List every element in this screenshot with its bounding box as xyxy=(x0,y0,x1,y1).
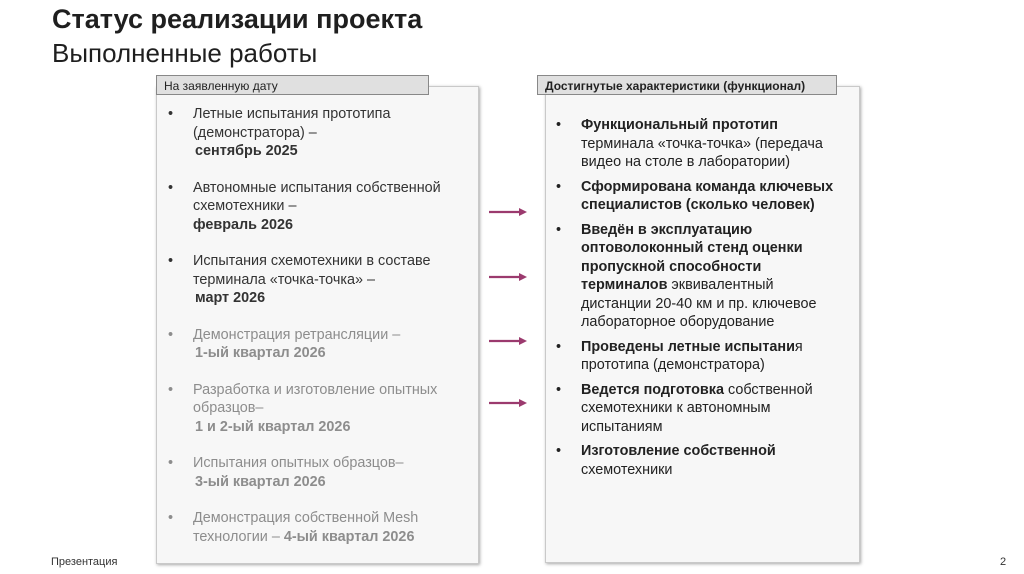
planned-item-text: Испытания схемотехники в составе терминала «точка-точка» – xyxy=(193,253,431,288)
planned-item-date: март 2026 xyxy=(195,290,266,306)
achieved-item-bold: Функциональный прототип xyxy=(581,117,778,133)
achieved-item xyxy=(556,178,836,215)
planned-item-date: 1 и 2-ый квартал 2026 xyxy=(195,418,351,435)
achieved-item-bold: Введён в эксплуатацию оптоволоконный стенд оценки пропускной способности терминалов xyxy=(581,221,803,293)
planned-item-date: 3-ый квартал 2026 xyxy=(195,473,326,490)
arrow-right-icon xyxy=(488,272,528,282)
planned-item-date: сентябрь 2025 xyxy=(195,143,298,159)
bullet: • xyxy=(168,455,174,471)
bullet: • xyxy=(168,106,174,122)
bullet: • xyxy=(556,443,562,459)
planned-item xyxy=(168,326,483,363)
bullet: • xyxy=(556,117,562,133)
achieved-item-bold: Проведены летные испытани xyxy=(581,338,795,355)
planned-item xyxy=(168,252,483,308)
bullet: • xyxy=(556,178,562,195)
slide-title: Статус реализации проекта xyxy=(52,4,423,34)
page-number: 2 xyxy=(1000,556,1007,568)
achieved-item-text: терминала «точка-точка» (передача видео на столе в лаборатории) xyxy=(581,135,823,170)
planned-items-list xyxy=(168,105,483,564)
planned-item xyxy=(168,381,483,437)
planned-item xyxy=(168,509,483,546)
planned-item xyxy=(168,105,483,161)
left-panel-header: На заявленную дату xyxy=(156,75,429,95)
bullet: • xyxy=(168,179,174,196)
achieved-item xyxy=(556,338,836,375)
achieved-item-text: я прототипа (демонстратора) xyxy=(581,338,803,373)
arrow-right-icon xyxy=(488,398,528,408)
achieved-items-list xyxy=(556,116,836,485)
bullet: • xyxy=(168,510,174,526)
achieved-item-bold: Изготовление собственной xyxy=(581,443,776,459)
achieved-item xyxy=(556,381,836,437)
footer-label: Презентация xyxy=(51,556,118,568)
bullet: • xyxy=(168,381,174,398)
achieved-item-bold: Ведется подготовка xyxy=(581,381,724,398)
bullet: • xyxy=(556,381,562,398)
planned-item-date: февраль 2026 xyxy=(193,216,294,233)
bullet: • xyxy=(168,253,174,269)
achieved-item-bold: Сформирована команда ключевых специалистов (сколько человек) xyxy=(581,178,834,213)
achieved-item xyxy=(556,116,836,172)
planned-item-text: Разработка и изготовление опытных образцов– xyxy=(193,381,438,416)
right-panel-header: Достигнутые характеристики (функционал) xyxy=(537,75,837,95)
bullet: • xyxy=(556,221,562,238)
planned-item-text: Автономные испытания собственной схемотехники – xyxy=(193,179,441,214)
planned-item-text: Демонстрация ретрансляции – xyxy=(193,326,401,343)
achieved-item-text: схемотехники xyxy=(581,461,673,478)
planned-item-text: Испытания опытных образцов– xyxy=(193,455,404,471)
arrow-right-icon xyxy=(488,207,528,217)
planned-item-date: 1-ый квартал 2026 xyxy=(195,345,326,361)
achieved-item xyxy=(556,442,836,479)
planned-item xyxy=(168,454,483,491)
planned-item-text: Летные испытания прототипа (демонстратора) – xyxy=(193,106,391,141)
bullet: • xyxy=(556,338,562,355)
achieved-item xyxy=(556,221,836,332)
achieved-item-text: эквивалентный дистанции 20-40 км и пр. ключевое лабораторное оборудование xyxy=(581,277,817,330)
planned-item-text: Демонстрация собственной Mesh технологии – xyxy=(193,510,419,545)
bullet: • xyxy=(168,326,174,343)
planned-item xyxy=(168,179,483,235)
planned-item-date: 4-ый квартал 2026 xyxy=(283,528,415,545)
slide-subtitle: Выполненные работы xyxy=(52,38,318,68)
achieved-item-text: собственной схемотехники к автономным испытаниям xyxy=(581,381,813,435)
arrow-right-icon xyxy=(488,336,528,346)
